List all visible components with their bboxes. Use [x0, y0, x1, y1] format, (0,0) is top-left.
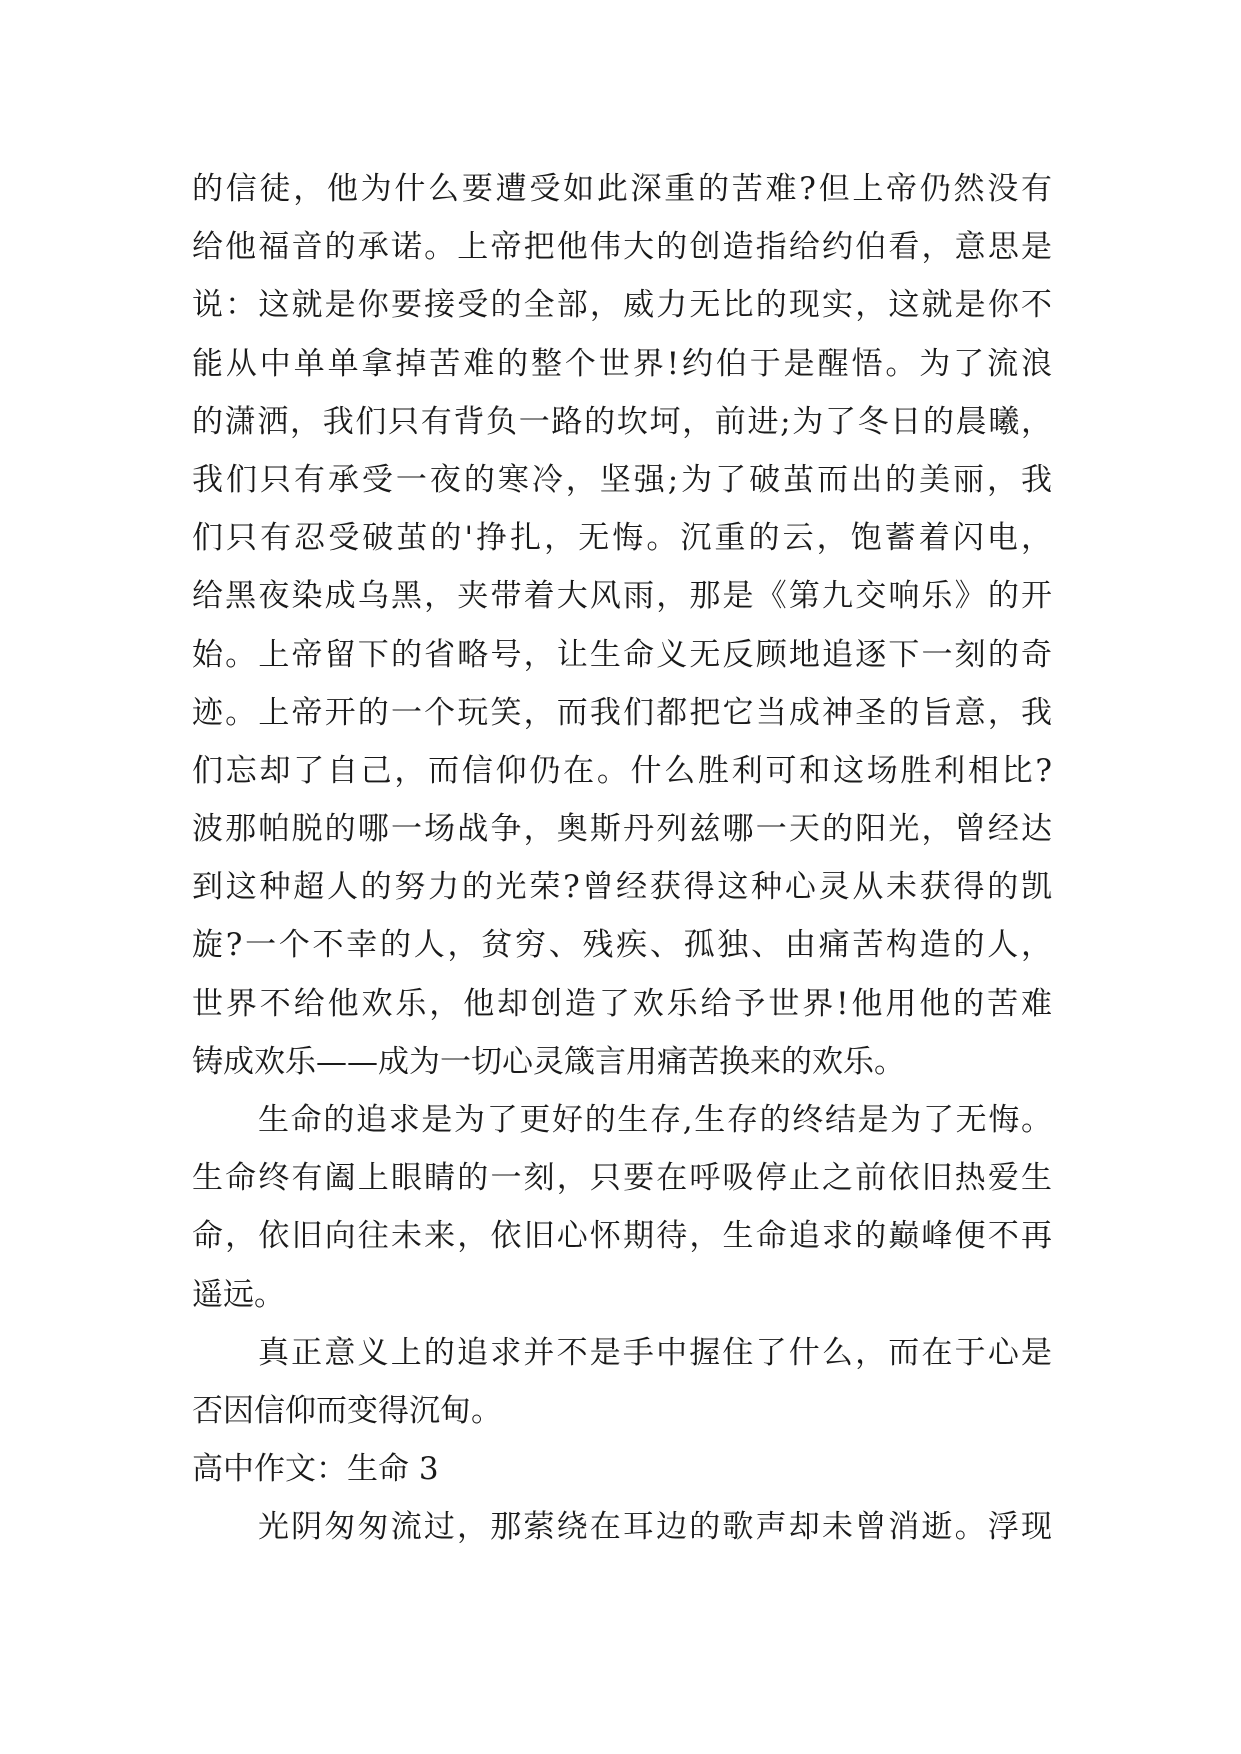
- text-line: 们只有忍受破茧的'挣扎，无悔。沉重的云，饱蓄着闪电，: [192, 520, 1052, 557]
- paragraph-first-line: 真正意义上的追求并不是手中握住了什么，而在于心是: [258, 1334, 1052, 1371]
- text-line: 始。上帝留下的省略号，让生命义无反顾地追逐下一刻的奇: [192, 636, 1052, 673]
- text-line: 能从中单单拿掉苦难的整个世界!约伯于是醒悟。为了流浪: [192, 345, 1052, 382]
- text-line: 铸成欢乐——成为一切心灵箴言用痛苦换来的欢乐。: [192, 1043, 905, 1080]
- text-line: 旋?一个不幸的人，贫穷、残疾、孤独、由痛苦构造的人，: [192, 927, 1052, 964]
- text-line: 生命终有阖上眼睛的一刻，只要在呼吸停止之前依旧热爱生: [192, 1160, 1052, 1197]
- text-line: 到这种超人的努力的光荣?曾经获得这种心灵从未获得的凯: [192, 869, 1052, 906]
- text-line: 遥远。: [192, 1276, 285, 1313]
- document-body: [192, 160, 1052, 1557]
- text-line: 们忘却了自己，而信仰仍在。什么胜利可和这场胜利相比?: [192, 752, 1052, 789]
- text-line: 的潇洒，我们只有背负一路的坎坷，前进;为了冬日的晨曦，: [192, 403, 1052, 440]
- text-line: 给他福音的承诺。上帝把他伟大的创造指给约伯看，意思是: [192, 229, 1052, 266]
- text-line: 给黑夜染成乌黑，夹带着大风雨，那是《第九交响乐》的开: [192, 578, 1052, 615]
- text-line: 我们只有承受一夜的寒冷，坚强;为了破茧而出的美丽，我: [192, 461, 1052, 498]
- text-line: 迹。上帝开的一个玩笑，而我们都把它当成神圣的旨意，我: [192, 694, 1052, 731]
- paragraph-first-line: 生命的追求是为了更好的生存,生存的终结是为了无悔。: [258, 1102, 1052, 1138]
- paragraph-first-line: 光阴匆匆流过，那萦绕在耳边的歌声却未曾消逝。浮现: [258, 1509, 1052, 1546]
- text-line: 波那帕脱的哪一场战争，奥斯丹列兹哪一天的阳光，曾经达: [192, 811, 1052, 848]
- text-line: 否因信仰而变得沉甸。: [192, 1392, 502, 1429]
- text-line: 命，依旧向往未来，依旧心怀期待，生命追求的巅峰便不再: [192, 1218, 1052, 1255]
- section-heading: 高中作文：生命 3: [192, 1451, 439, 1488]
- text-line: 世界不给他欢乐，他却创造了欢乐给予世界!他用他的苦难: [192, 985, 1052, 1022]
- text-line: 的信徒，他为什么要遭受如此深重的苦难?但上帝仍然没有: [192, 171, 1052, 207]
- text-line: 说：这就是你要接受的全部，威力无比的现实，这就是你不: [192, 287, 1052, 324]
